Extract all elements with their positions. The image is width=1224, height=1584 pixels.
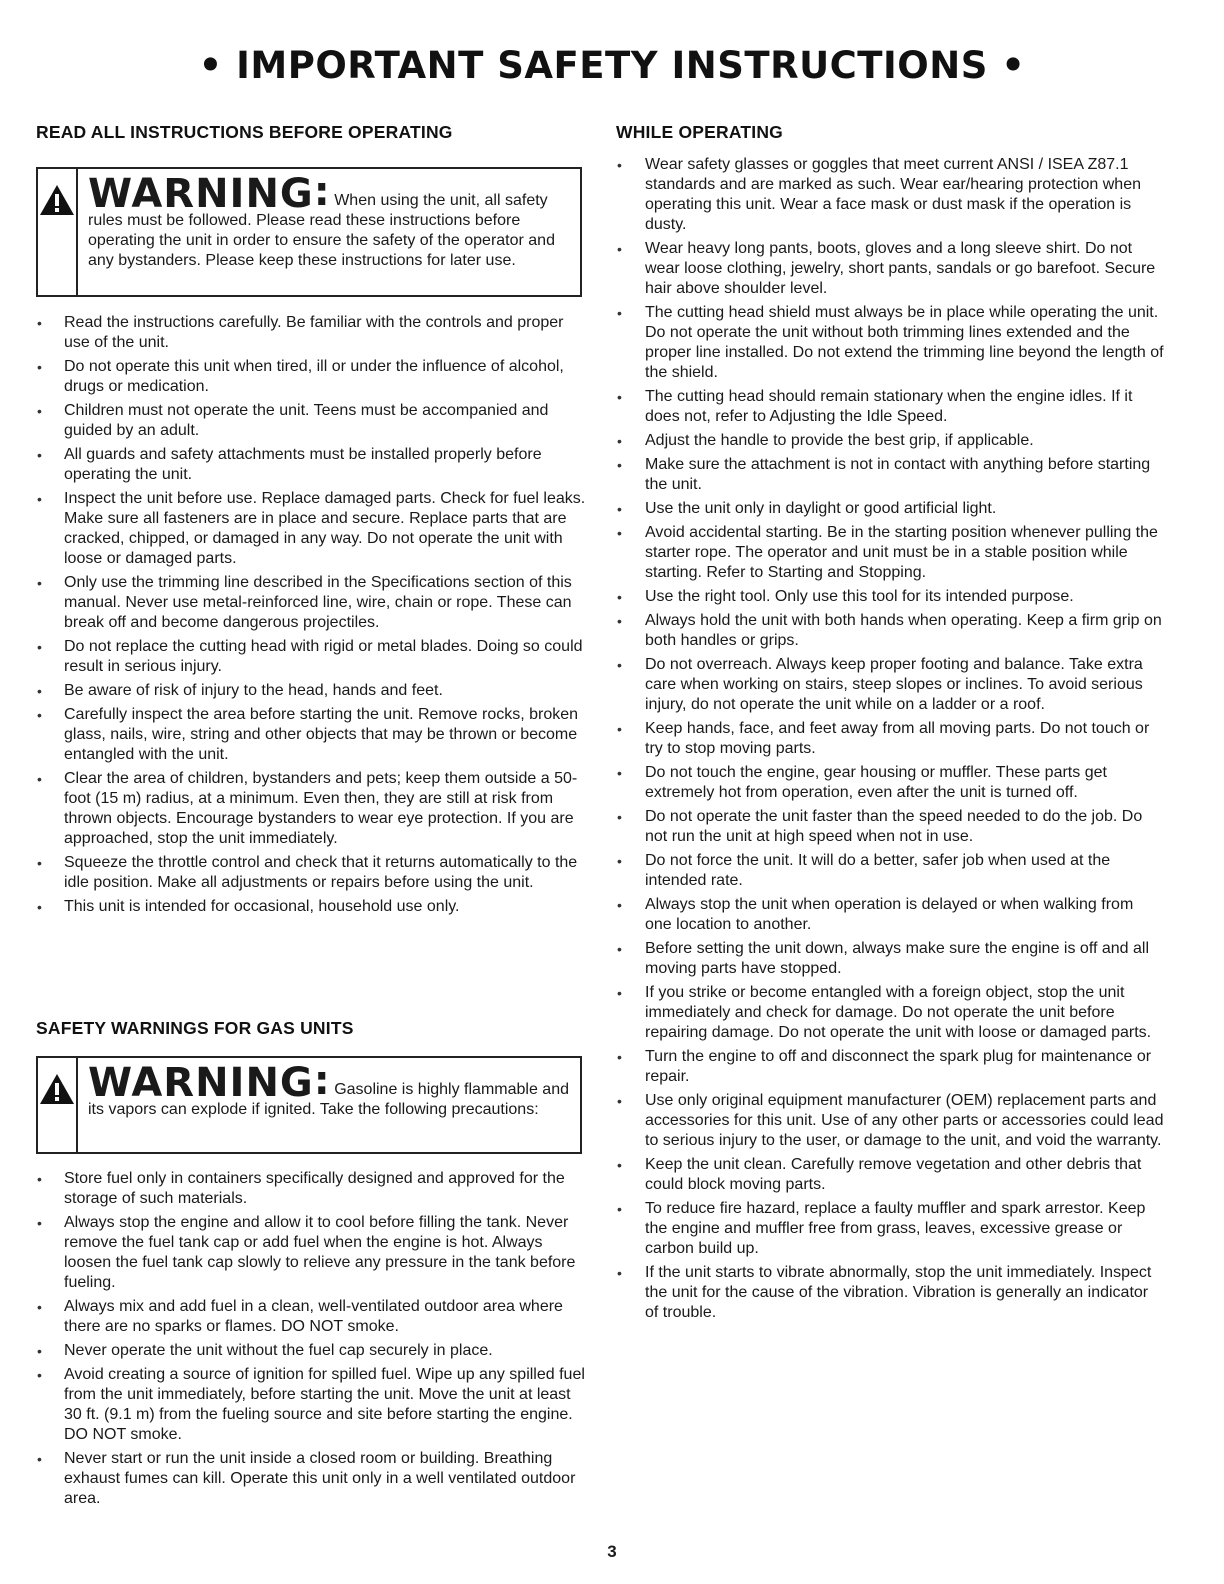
bullet-list-general [36,313,586,921]
list-item: • Keep the unit clean. Carefully remove vegetation and other debris that could block moving parts. [616,1155,1164,1195]
warning-text-general [78,169,580,295]
warning-body: Gasoline is highly flammable and its vapors can explode if ignited. Take the following precautions: [88,1081,569,1118]
heading-read-instructions: READ ALL INSTRUCTIONS BEFORE OPERATING [36,122,453,142]
list-item: • If the unit starts to vibrate abnormally, stop the unit immediately. Inspect the unit for the cause of the vibration. Vibration is generally an indicator of trouble. [616,1263,1164,1323]
list-item: • Always mix and add fuel in a clean, well-ventilated outdoor area where there are no sparks or flames. DO NOT smoke. [36,1297,586,1337]
list-item: • Never start or run the unit inside a closed room or building. Breathing exhaust fumes can kill. Operate this unit only in a well ventilated outdoor area. [36,1449,586,1509]
list-item: • All guards and safety attachments must be installed properly before operating the unit. [36,445,586,485]
list-item: • Turn the engine to off and disconnect the spark plug for maintenance or repair. [616,1047,1164,1087]
warning-body: When using the unit, all safety rules must be followed. Please read these instructions before operating the unit in order to ensure the safety of the operator and any bystanders. Please keep these instructions for later use. [88,192,555,269]
list-item: • Be aware of risk of injury to the head, hands and feet. [36,681,586,701]
page-number: 3 [607,1542,617,1561]
page-title: • IMPORTANT SAFETY INSTRUCTIONS • [198,44,1026,87]
heading-gas-warnings: SAFETY WARNINGS FOR GAS UNITS [36,1018,354,1038]
list-item: • Avoid creating a source of ignition for spilled fuel. Wipe up any spilled fuel from the unit immediately, before starting the unit. Move the unit at least 30 ft. (9.1 m) from the fueling source and site before starting the engine. DO NOT smoke. [36,1365,586,1445]
list-item: • Clear the area of children, bystanders and pets; keep them outside a 50-foot (15 m) radius, at a minimum. Even then, they are still at risk from thrown objects. Encourage bystanders to wear eye protection. If you are approached, stop the unit immediately. [36,769,586,849]
list-item: • Carefully inspect the area before starting the unit. Remove rocks, broken glass, nails, wire, string and other objects that may be thrown or become entangled with the unit. [36,705,586,765]
list-item: • The cutting head shield must always be in place while operating the unit. Do not operate the unit without both trimming lines extended and the proper line installed. Do not extend the trimming line beyond the length of the shield. [616,303,1164,383]
list-item: • Only use the trimming line described in the Specifications section of this manual. Never use metal-reinforced line, wire, chain or rope. These can break off and become dangerous projectiles. [36,573,586,633]
list-item: • Do not operate the unit faster than the speed needed to do the job. Do not run the unit at high speed when not in use. [616,807,1164,847]
warning-triangle-icon [38,183,76,217]
list-item: • Keep hands, face, and feet away from all moving parts. Do not touch or try to stop moving parts. [616,719,1164,759]
warning-colon: : [313,169,330,215]
list-item: • Use the unit only in daylight or good artificial light. [616,499,1164,519]
warning-icon-cell [38,169,78,295]
bullet-list-operating [616,155,1164,1327]
list-item: • Do not operate this unit when tired, ill or under the influence of alcohol, drugs or medication. [36,357,586,397]
warning-icon-cell [38,1058,78,1152]
list-item: • Inspect the unit before use. Replace damaged parts. Check for fuel leaks. Make sure all fasteners are in place and secure. Replace parts that are cracked, chipped, or damaged in any way. Do not operate the unit with loose or damaged parts. [36,489,586,569]
warning-word: WARNING [88,171,314,217]
list-item: • Do not overreach. Always keep proper footing and balance. Take extra care when working on stairs, steep slopes or inclines. To avoid serious injury, do not operate the unit while on a ladder or a roof. [616,655,1164,715]
warning-word: WARNING [88,1060,314,1106]
warning-colon: : [313,1058,330,1104]
list-item: • To reduce fire hazard, replace a faulty muffler and spark arrestor. Keep the engine and muffler free from grass, leaves, excessive grease or carbon build up. [616,1199,1164,1259]
list-item: • Do not touch the engine, gear housing or muffler. These parts get extremely hot from operation, even after the unit is turned off. [616,763,1164,803]
list-item: • Always stop the engine and allow it to cool before filling the tank. Never remove the fuel tank cap or add fuel when the engine is hot. Always loosen the fuel tank cap slowly to relieve any pressure in the tank before fueling. [36,1213,586,1293]
list-item: • Always stop the unit when operation is delayed or when walking from one location to another. [616,895,1164,935]
bullet-list-gas [36,1169,586,1513]
list-item: • Use only original equipment manufacturer (OEM) replacement parts and accessories for this unit. Use of any other parts or accessories could lead to serious injury to the user, or damage to the unit, and void the warranty. [616,1091,1164,1151]
list-item: • Store fuel only in containers specifically designed and approved for the storage of such materials. [36,1169,586,1209]
list-item: • Use the right tool. Only use this tool for its intended purpose. [616,587,1164,607]
list-item: • Wear heavy long pants, boots, gloves and a long sleeve shirt. Do not wear loose clothing, jewelry, short pants, sandals or go barefoot. Secure hair above shoulder level. [616,239,1164,299]
list-item: • Never operate the unit without the fuel cap securely in place. [36,1341,586,1361]
list-item: • Adjust the handle to provide the best grip, if applicable. [616,431,1164,451]
warning-text-gas [78,1058,580,1152]
list-item: • This unit is intended for occasional, household use only. [36,897,586,917]
list-item: • Read the instructions carefully. Be familiar with the controls and proper use of the unit. [36,313,586,353]
list-item: • Wear safety glasses or goggles that meet current ANSI / ISEA Z87.1 standards and are marked as such. Wear ear/hearing protection when operating this unit. Wear a face mask or dust mask if the operation is dusty. [616,155,1164,235]
warning-triangle-icon [38,1072,76,1106]
list-item: • If you strike or become entangled with a foreign object, stop the unit immediately and check for damage. Do not operate the unit before repairing damage. Do not operate the unit with loose or damaged parts. [616,983,1164,1043]
list-item: • Do not replace the cutting head with rigid or metal blades. Doing so could result in serious injury. [36,637,586,677]
list-item: • Make sure the attachment is not in contact with anything before starting the unit. [616,455,1164,495]
list-item: • Squeeze the throttle control and check that it returns automatically to the idle position. Make all adjustments or repairs before using the unit. [36,853,586,893]
warning-box-gas [36,1056,582,1154]
warning-box-general [36,167,582,297]
list-item: • Before setting the unit down, always make sure the engine is off and all moving parts have stopped. [616,939,1164,979]
list-item: • Avoid accidental starting. Be in the starting position whenever pulling the starter rope. The operator and unit must be in a stable position while starting. Refer to Starting and Stopping. [616,523,1164,583]
list-item: • The cutting head should remain stationary when the engine idles. If it does not, refer to Adjusting the Idle Speed. [616,387,1164,427]
heading-while-operating: WHILE OPERATING [616,122,783,142]
list-item: • Children must not operate the unit. Teens must be accompanied and guided by an adult. [36,401,586,441]
list-item: • Do not force the unit. It will do a better, safer job when used at the intended rate. [616,851,1164,891]
list-item: • Always hold the unit with both hands when operating. Keep a firm grip on both handles or grips. [616,611,1164,651]
